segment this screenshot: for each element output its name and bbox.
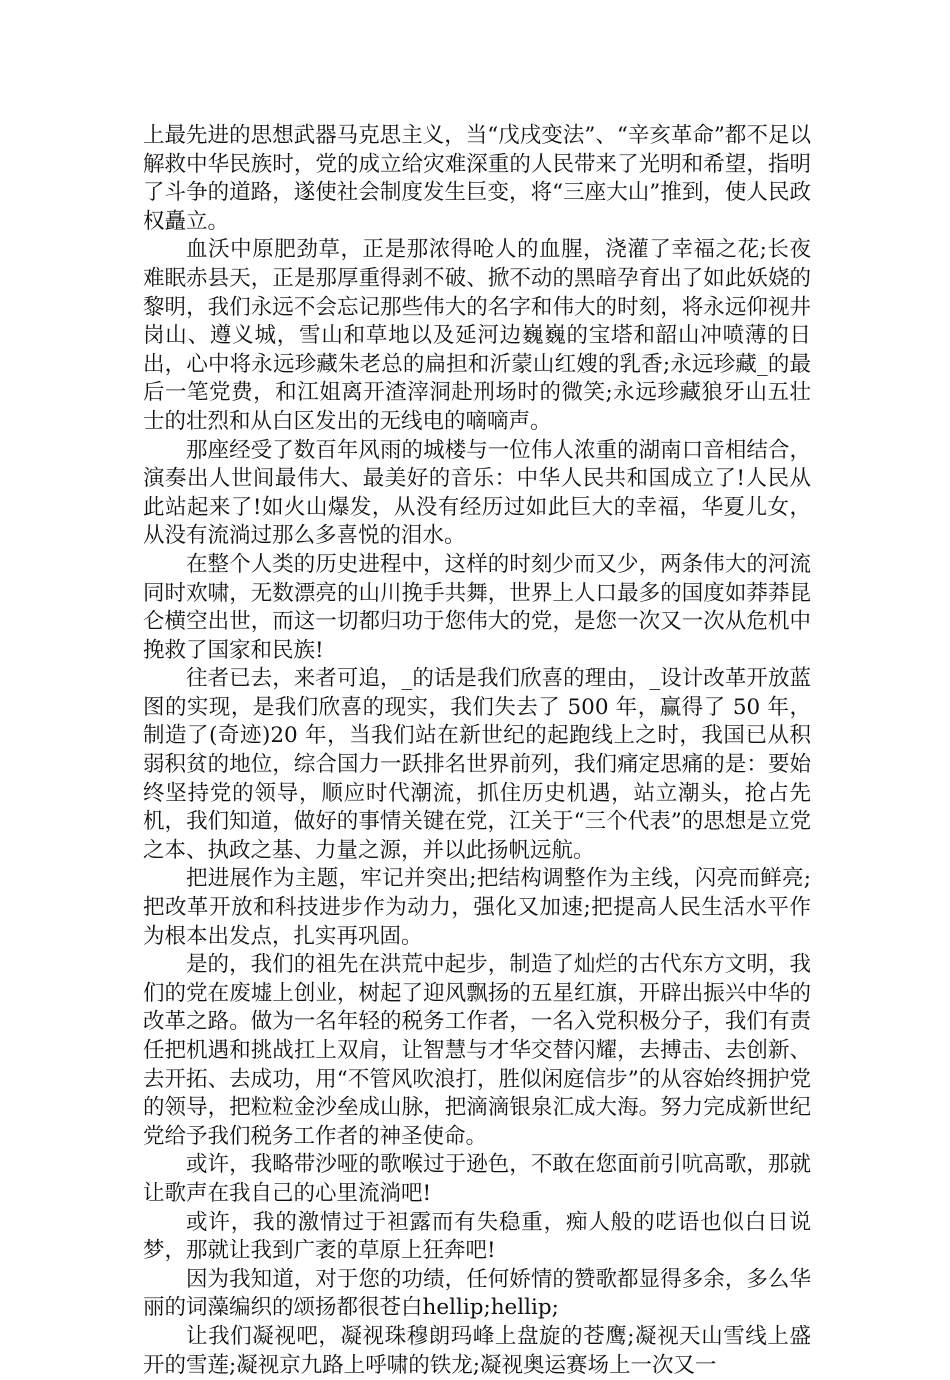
paragraph-10: 因为我知道，对于您的功绩，任何娇情的赞歌都显得多余，多么华丽的词藻编织的颂扬都很苍白hellip;hellip; <box>143 1266 811 1321</box>
paragraph-7: 是的，我们的祖先在洪荒中起步，制造了灿烂的古代东方文明，我们的党在废墟上创业，树起了迎风飘扬的五星红旗，开辟出振兴中华的改革之路。做为一名年轻的税务工作者，一名入党积极分子，我们有责任把机遇和挑战扛上双肩，让智慧与才华交替闪耀，去搏击、去创新、去开拓、去成功，用“不管风吹浪打，胜似闲庭信步”的从容始终拥护党的领导，把粒粒金沙垒成山脉，把滴滴银泉汇成大海。努力完成新世纪党给予我们税务工作者的神圣使命。 <box>143 952 811 1149</box>
paragraph-6: 把进展作为主题，牢记并突出;把结构调整作为主线，闪亮而鲜亮;把改革开放和科技进步作为动力，强化又加速;把提高人民生活水平作为根本出发点，扎实再巩固。 <box>143 866 811 949</box>
paragraph-2: 血沃中原肥劲草，正是那浓得呛人的血腥，浇灌了幸福之花;长夜难眠赤县天，正是那厚重得剥不破、掀不动的黑暗孕育出了如此妖娆的黎明，我们永远不会忘记那些伟大的名字和伟大的时刻，将永远仰视井岗山、遵义城，雪山和草地以及延河边巍巍的宝塔和韶山冲喷薄的日出，心中将永远珍藏朱老总的扁担和沂蒙山红嫂的乳香;永远珍藏_的最后一笔党费，和江姐离开渣滓洞赴刑场时的微笑;永远珍藏狼牙山五壮士的壮烈和从白区发出的无线电的嘀嘀声。 <box>143 237 811 434</box>
document-page <box>143 122 811 1380</box>
paragraph-1: 上最先进的思想武器马克思主义，当“戊戌变法”、“辛亥革命”都不足以解救中华民族时，党的成立给灾难深重的人民带来了光明和希望，指明了斗争的道路，遂使社会制度发生巨变，将“三座大山”推到，使人民政权矗立。 <box>143 123 811 234</box>
paragraph-5: 往者已去，来者可追，_的话是我们欣喜的理由，_设计改革开放蓝图的实现，是我们欣喜的现实，我们失去了 500 年，赢得了 50 年，制造了(奇迹)20 年，当我们站在新世纪的起跑线上之时，我国已从积弱积贫的地位，综合国力一跃排名世界前列，我们痛定思痛的是：要始终坚持党的领导，顺应时代潮流，抓住历史机遇，站立潮头，抢占先机，我们知道，做好的事情关键在党，江关于“三个代表”的思想是立党之本、执政之基、力量之源，并以此扬帆远航。 <box>143 666 811 863</box>
paragraph-3: 那座经受了数百年风雨的城楼与一位伟人浓重的湖南口音相结合，演奏出人世间最伟大、最美好的音乐：中华人民共和国成立了!人民从此站起来了!如火山爆发，从没有经历过如此巨大的幸福，华夏儿女，从没有流淌过那么多喜悦的泪水。 <box>143 437 811 549</box>
paragraph-11: 让我们凝视吧，凝视珠穆朗玛峰上盘旋的苍鹰;凝视天山雪线上盛开的雪莲;凝视京九路上呼啸的铁龙;凝视奥运赛场上一次又一 <box>143 1323 811 1378</box>
paragraph-9: 或许，我的激情过于袒露而有失稳重，痴人般的呓语也似白日说梦，那就让我到广袤的草原上狂奔吧! <box>143 1209 811 1264</box>
paragraph-4: 在整个人类的历史进程中，这样的时刻少而又少，两条伟大的河流同时欢啸，无数漂亮的山川挽手共舞，世界上人口最多的国度如莽莽昆仑横空出世，而这一切都归功于您伟大的党，是您一次又一次从危机中挽救了国家和民族! <box>143 551 811 663</box>
paragraph-8: 或许，我略带沙哑的歌喉过于逊色，不敢在您面前引吭高歌，那就让歌声在我自己的心里流淌吧! <box>143 1152 811 1206</box>
